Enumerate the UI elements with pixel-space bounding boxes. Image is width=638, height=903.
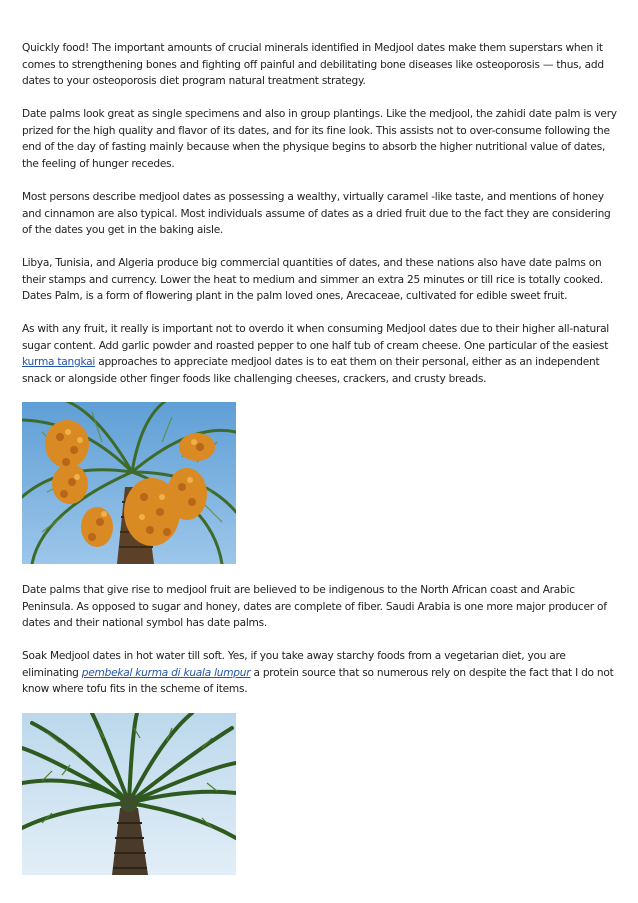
paragraph-6: Date palms that give rise to medjool fruit are believed to be indigenous to the North African coast and Arabic Peninsula. As opposed to sugar and honey, dates are complete of fiber. Saudi Arabia is one more major producer of dates and their national symbol has date palms. — [22, 584, 607, 630]
paragraph-5-text-before: As with any fruit, it really is important not to overdo it when consuming Medjool dates due to their higher all-natural sugar content. Add garlic powder and roasted pepper to one half tub of cream cheese. One particular of the easiest — [22, 323, 610, 352]
paragraph-7-text-before: Soak Medjool dates in hot water till soft. Yes, if you take away starchy foods from a vegetarian diet, you are eliminating — [22, 650, 566, 679]
paragraph-7-text-after: a protein source that so numerous rely on despite the fact that I do not know where tofu fits in the scheme of items. — [22, 666, 614, 696]
palm-crown-photo — [22, 713, 236, 875]
date-palm-fruit-photo — [22, 402, 236, 564]
paragraph-4: Libya, Tunisia, and Algeria produce big commercial quantities of dates, and these nations also have date palms on their stamps and currency. Lower the heat to medium and simmer an extra 25 minutes or till rice is totally cooked. Dates Palm, is a form of flowering plant in the palm loved ones, Arecaceae, cultivated for edible sweet fruit. — [22, 257, 603, 303]
pembekal-kurma-link[interactable]: pembekal kurma di kuala lumpur — [81, 666, 251, 679]
paragraph-2: Date palms look great as single specimens and also in group plantings. Like the medjool, the zahidi date palm is very prized for the high quality and flavor of its dates, and for its fine look. This assists not to over-consume following the end of the day of fasting mainly because when the physique begins to absorb the higher nutritional value of dates, the feeling of hunger recedes. — [22, 108, 617, 170]
paragraph-1: Quickly food! The important amounts of crucial minerals identified in Medjool dates make them superstars when it comes to strengthening bones and fighting off painful and debilitating bone diseases like osteoporosis — thus, add dates to your osteoporosis diet program natural treatment strategy. — [22, 42, 604, 88]
kurma-tangkai-link[interactable]: kurma tangkai — [22, 356, 96, 369]
paragraph-5 — [22, 321, 620, 387]
paragraph-7 — [22, 648, 620, 698]
paragraph-3: Most persons describe medjool dates as possessing a wealthy, virtually caramel -like taste, and mentions of honey and cinnamon are also typical. Most individuals assume of dates as a dried fruit due to the fact they are considering of the dates you get in the baking aisle. — [22, 191, 611, 237]
paragraph-5-text-after: approaches to appreciate medjool dates is to eat them on their personal, either as an independent snack or alongside other finger foods like challenging cheeses, crackers, and crusty breads. — [22, 356, 600, 385]
